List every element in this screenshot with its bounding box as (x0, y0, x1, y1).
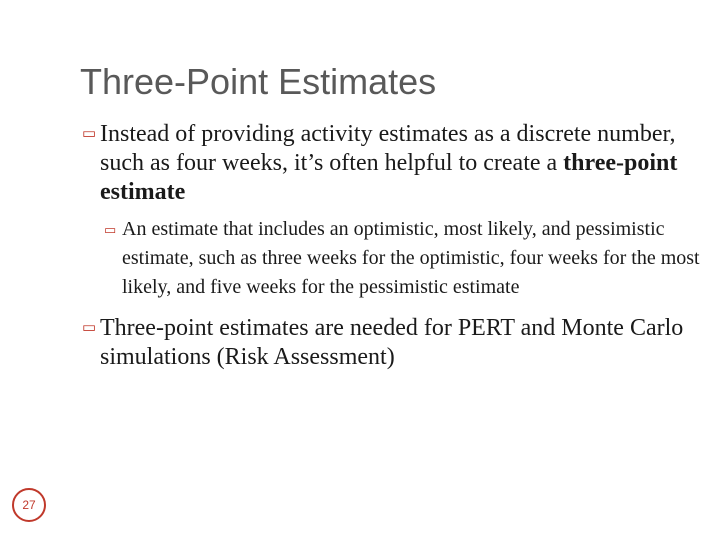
bullet-item (82, 314, 702, 372)
bullet-text: Instead of providing activity estimates as a discrete number, such as four weeks, it’s often helpful to create a (100, 121, 676, 176)
bullet-bold-text: three-point estimate (100, 150, 678, 205)
slide-content (82, 120, 702, 372)
bullet-item (82, 120, 702, 207)
sub-bullet-text: An estimate that includes an optimistic, most likely, and pessimistic estimate, such as three weeks for the optimistic, four weeks for the most likely, and five weeks for the pessimistic estimate (122, 218, 700, 298)
bullet-text: Three-point estimates are needed for PERT and Monte Carlo simulations (Risk Assessment) (100, 315, 684, 370)
bullet-icon: ▭ (82, 126, 97, 142)
sub-bullet-icon: ▭ (104, 222, 117, 237)
slide-title: Three-Point Estimates (80, 61, 437, 102)
sub-bullet-item (104, 215, 702, 302)
page-number: 27 (12, 488, 46, 522)
bullet-icon: ▭ (82, 320, 97, 336)
